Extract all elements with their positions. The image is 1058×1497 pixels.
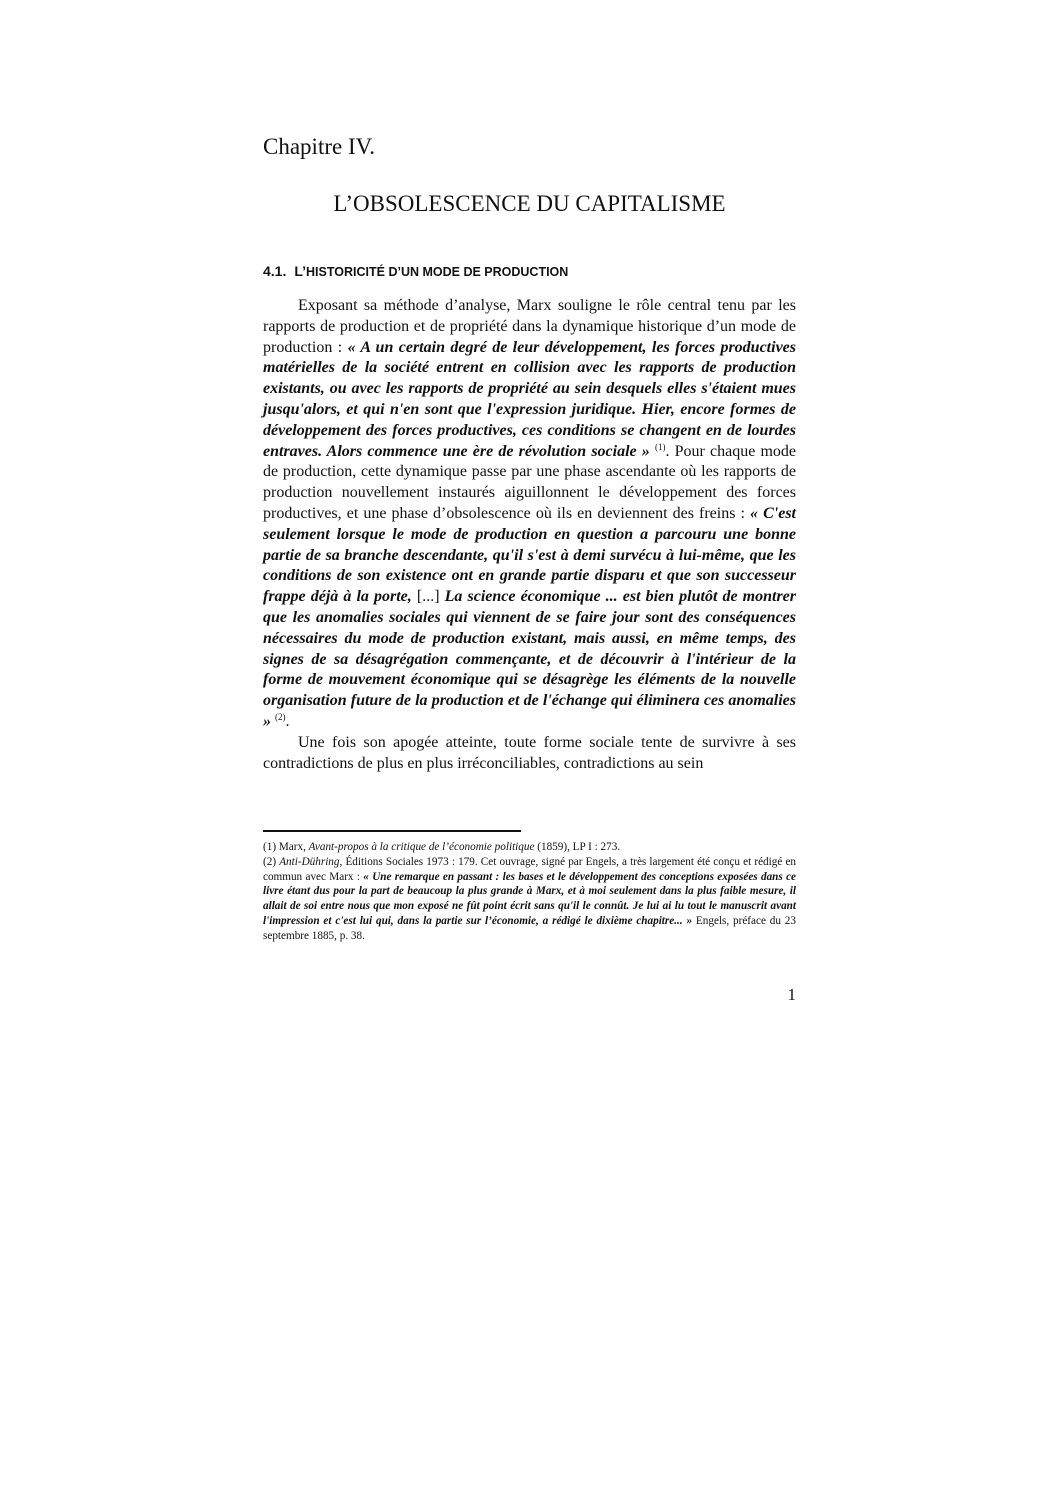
- footnote-ref-1: (1): [654, 441, 666, 452]
- footnote-1: [263, 840, 796, 855]
- section-heading: [263, 263, 568, 280]
- footnote-2-label: (2): [263, 855, 280, 868]
- section-number: 4.1.: [263, 263, 287, 279]
- section-title-lead: L’: [294, 263, 307, 279]
- paragraph-1-text-a: Exposant sa méthode d’analyse, Marx souligne le rôle central tenu par les rapports de production et de propriété dans la dynamique historique d’un mode de production :: [263, 297, 796, 356]
- page-number: 1: [787, 985, 796, 1004]
- footnote-2-quote: « Une remarque en passant : les bases et le développement des conceptions exposées dans ce livre étant dus pour la part de beaucoup la plus grande à Marx, et à moi seulement dans la plus faible mesure, il allait de soi entre nous que mon exposé ne fût point écrit sans qu'il le connût. Je lui ai lu tout le manuscrit avant l'impression et c'est lui qui, dans la partie sur l’économie, a rédigé le dixième chapitre... »: [263, 870, 796, 927]
- body-text: [263, 296, 796, 774]
- footnote-ref-2: (2): [275, 711, 286, 722]
- footnote-2: [263, 855, 796, 944]
- paragraph-1-end: .: [285, 712, 290, 730]
- footnote-2-title: Anti-Dühring: [279, 855, 340, 868]
- footnote-2-text: , Éditions Sociales 1973 : 179. Cet ouvrage, signé par Engels, a très largement été conçu et rédigé en commun avec Marx :: [263, 855, 797, 883]
- footnotes: [263, 840, 796, 944]
- footnote-1-rest: (1859), LP I : 273.: [534, 841, 621, 853]
- chapter-title: L’OBSOLESCENCE DU CAPITALISME: [333, 191, 726, 216]
- footnote-1-title: Avant-propos à la critique de l’économie politique: [308, 841, 535, 853]
- paragraph-1: [263, 296, 796, 733]
- quote-ellipsis: [...]: [411, 588, 445, 606]
- paragraph-2: Une fois son apogée atteinte, toute forme sociale tente de survivre à ses contradictions de plus en plus irréconciliables, contradictions au sein: [263, 733, 796, 772]
- paragraph-1-text-b: . Pour chaque mode de production, cette dynamique passe par une phase ascendante où les rapports de production nouvellement instaurés aiguillonnent le développement des forces productives, et une phase d’obsolescence où ils en deviennent des freins :: [263, 442, 797, 522]
- footnote-divider: [263, 830, 521, 832]
- footnote-1-label: (1) Marx,: [263, 841, 309, 853]
- chapter-label: Chapitre IV.: [263, 134, 376, 159]
- section-title: HISTORICITÉ D’UN MODE DE PRODUCTION: [306, 265, 569, 279]
- marx-quote-2a: « C'est seulement lorsque le mode de production en question a parcouru une bonne partie de sa branche descendante, qu'il s'est à demi survécu à lui-même, que les conditions de son existence ont en grande partie disparu et que son successeur frappe déjà à la porte,: [263, 504, 797, 606]
- marx-quote-1: « A un certain degré de leur développement, les forces productives matérielles de la société entrent en collision avec les rapports de production existants, ou avec les rapports de propriété au sein desquels elles s'étaient mues jusqu'alors, et qui n'en sont que l'expression juridique. Hier, encore formes de développement des forces productives, ces conditions se changent en de lourdes entraves. Alors commence une ère de révolution sociale »: [263, 338, 796, 460]
- marx-quote-2b: La science économique ... est bien plutôt de montrer que les anomalies sociales qui viennent de se faire jour sont des conséquences nécessaires du mode de production existant, mais aussi, en même temps, des signes de sa désagrégation commençante, et de découvrir à l'intérieur de la forme de mouvement économique qui se désagrège les éléments de la nouvelle organisation future de la production et de l'échange qui éliminera ces anomalies »: [263, 588, 797, 730]
- footnote-2-rest: Engels, préface du 23 septembre 1885, p. 38.: [263, 914, 796, 942]
